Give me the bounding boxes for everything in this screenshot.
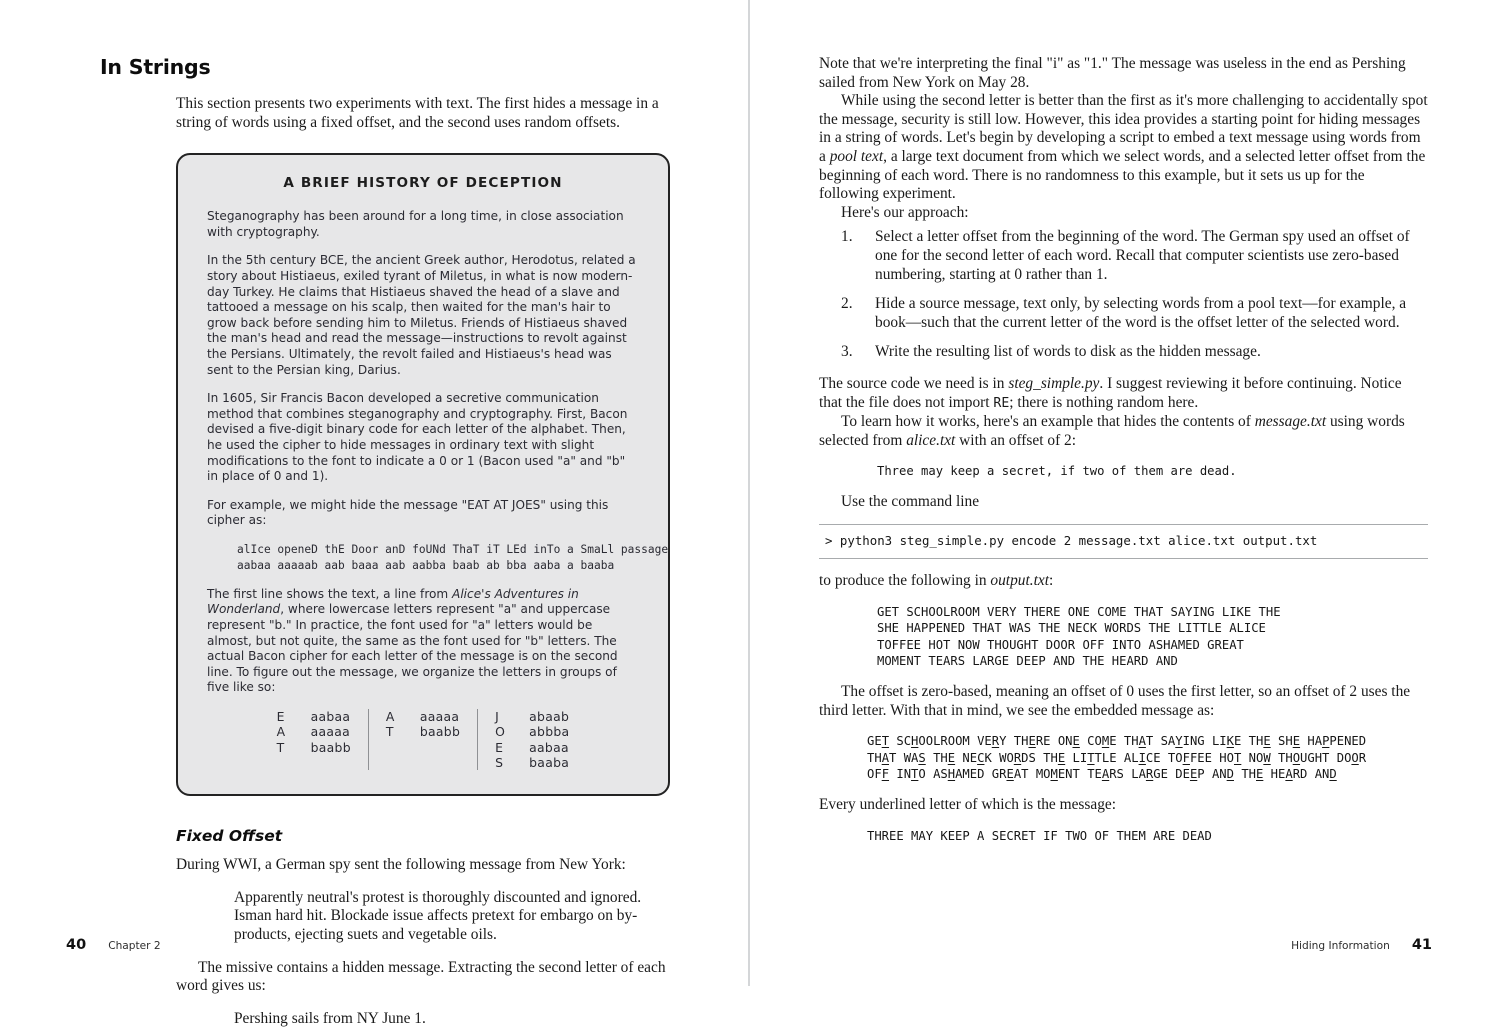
underlined-message-block [819, 733, 1428, 783]
right-paragraph-4 [819, 413, 1428, 450]
paragraph-3-part-1: The source code we need is in [819, 374, 1009, 392]
cipher-code: abbba [529, 724, 570, 740]
cipher-table [207, 709, 639, 770]
bacon-code-line-1: alIce openeD thE Door anD foUNd ThaT iT LEd inTo a SmaLl passage [237, 542, 669, 556]
footer-right [1291, 937, 1432, 953]
list-item-text: Select a letter offset from the beginning of the word. The German spy used an offset of one for the second letter of each word. Recall that computer scientists use zero-based numbering, starting at 0 rather than 1. [875, 228, 1410, 283]
paragraph-3-part-2: . I suggest reviewing it before continuing. Notice that the file does not import [819, 374, 1402, 411]
cipher-letter: A [385, 709, 395, 725]
right-paragraph-3 [819, 375, 1428, 413]
cipher-letter: A [276, 724, 286, 740]
right-paragraph-1: Note that we're interpreting the final "i" as "1." The message was useless in the end as Pershing sailed from New York on May 28. [819, 55, 1406, 91]
underlined-line: THAT WAS THE NECK WORDS THE LITTLE ALICE TOFFEE HOT NOW THOUGHT DOOR [867, 750, 1367, 765]
approach-lead: Here's our approach: [841, 203, 969, 221]
spy-message-quote: Apparently neutral's protest is thoroughly discounted and ignored. Isman hard hit. Blockade issue affects pretext for embargo on by-products, ejecting suets and vegetable oils. [234, 888, 642, 943]
extracted-message: Pershing sails from NY June 1. [234, 1009, 426, 1027]
cipher-code: baabb [419, 724, 461, 740]
section-heading-fixed-offset: Fixed Offset [176, 827, 283, 846]
intro-block [100, 95, 679, 132]
command-line-text: > python3 steg_simple.py encode 2 message.txt alice.txt output.txt [825, 533, 1318, 549]
cipher-row [386, 724, 460, 739]
produce-output-lead [819, 572, 1428, 591]
cipher-code: abaab [529, 709, 570, 725]
sidebar-paragraph-2: In the 5th century BCE, the ancient Greek author, Herodotus, related a story about Histiaeus, exiled tyrant of Miletus, in what is now modern-day Turkey. He claims that Histiaeus shaved the head of a slave and tattooed a message on his scalp, then waited for the man's hair to grow back before sending him to Miletus. Friends of Histiaeus shaved the man's head and read the message—instructions to revolt against the Persians. Ultimately, the revolt failed and Histiaeus's head was sent to the Persian king, Darius. [207, 253, 636, 377]
approach-list [819, 228, 1428, 362]
explanation-part-1: The first line shows the text, a line from [207, 586, 453, 601]
sidebar-explanation [207, 587, 639, 696]
cipher-column-at [368, 709, 477, 770]
underlined-line: OFF INTO ASHAMED GREAT MOMENT TEARS LARGE DEEP AND THE HEARD AND [867, 767, 1337, 782]
cipher-row [495, 755, 569, 770]
sidebar-box [176, 153, 670, 796]
cipher-column-joes [477, 709, 586, 770]
paragraph-3-part-3: ; there is nothing random here. [1009, 393, 1199, 411]
cipher-letter: T [276, 739, 285, 755]
sidebar-title: A BRIEF HISTORY OF DECEPTION [283, 175, 563, 192]
cipher-letter: T [385, 724, 394, 740]
output-text-block [819, 604, 1428, 670]
produce-part-1: to produce the following in [819, 572, 991, 590]
paragraph-4-part-1: To learn how it works, here's an example that hides the contents of [841, 413, 1255, 431]
output-line: SHE HAPPENED THAT WAS THE NECK WORDS THE LITTLE ALICE [877, 621, 1266, 636]
output-line: MOMENT TEARS LARGE DEEP AND THE HEARD AND [877, 654, 1178, 669]
cipher-letter: O [495, 724, 505, 740]
output-line: GET SCHOOLROOM VERY THERE ONE COME THAT SAYING LIKE THE [877, 604, 1281, 619]
every-underlined-lead: Every underlined letter of which is the message: [819, 796, 1117, 813]
cipher-row [386, 709, 460, 724]
alice-file-italic: alice.txt [906, 431, 956, 449]
cipher-code: aabaa [529, 739, 569, 755]
page-right [749, 0, 1498, 986]
page-gutter-line [748, 0, 750, 986]
list-item-text: Write the resulting list of words to disk as the hidden message. [875, 343, 1261, 361]
explanation-part-2: , where lowercase letters represent "a" and uppercase represent "b." In practice, the font used for "a" letters would be almost, but not quite, the same as the font used for "b" letters. The actual Bacon cipher for each letter of the message is on the second line. To figure out the message, we organize the letters in groups of five like so: [207, 602, 618, 695]
sidebar-paragraph-4: For example, we might hide the message "EAT AT JOES" using this cipher as: [207, 497, 609, 528]
underlined-line: GET SCHOOLROOM VERY THERE ONE COME THAT SAYING LIKE THE SHE HAPPENED [867, 734, 1367, 749]
script-filename-italic: steg_simple.py [1008, 374, 1100, 392]
cipher-letter: S [495, 754, 504, 770]
use-command-line-lead: Use the command line [841, 492, 980, 510]
sidebar-paragraph-3: In 1605, Sir Francis Bacon developed a secretive communication method that combines steganography and cryptography. First, Bacon devised a five-digit binary code for each letter of the alphabet. Then, he used the cipher to hide messages in ordinary text with slight modifications to the font to indicate a 0 or 1 (Bacon used "a" and "b" in place of 0 and 1). [207, 391, 628, 484]
page-number: 41 [1411, 937, 1432, 953]
bacon-code-line-2: aabaa aaaaab aab baaa aab aabba baab ab bba aaba a baaba [237, 558, 615, 572]
output-file-italic: output.txt [990, 572, 1049, 590]
cipher-letter: J [495, 709, 499, 725]
bacon-cipher-code-block [207, 542, 669, 574]
fixed-offset-section [100, 827, 679, 1028]
list-item [819, 228, 1428, 284]
cipher-code: aaaaa [310, 724, 351, 740]
command-line-block [819, 524, 1428, 559]
list-item-number: 3. [841, 343, 853, 361]
cipher-code: aabaa [310, 709, 351, 725]
cipher-row [277, 709, 351, 724]
cipher-letter: E [495, 739, 503, 755]
re-module-mono: RE [993, 395, 1010, 411]
pool-text-italic: pool text [829, 147, 884, 165]
intro-paragraph: This section presents two experiments with text. The first hides a message in a string of words using a fixed offset, and the second uses random offsets. [176, 95, 659, 131]
cipher-row [277, 740, 351, 755]
cipher-row [495, 709, 569, 724]
offset-explanation: The offset is zero-based, meaning an offset of 0 uses the first letter, so an offset of 2 uses the third letter. With that in mind, we see the embedded message as: [819, 683, 1411, 719]
paragraph-2-part-2: , a large text document from which we select words, and a selected letter offset from the beginning of each word. There is no randomness to this example, but it sets us up for the following experiment. [819, 147, 1426, 203]
list-item-number: 2. [841, 295, 853, 313]
cipher-column-eat [260, 709, 368, 770]
cipher-code: aaaaa [419, 709, 460, 725]
cipher-code: baaba [529, 754, 570, 770]
page-title: In Strings [100, 55, 211, 79]
cipher-row [495, 724, 569, 739]
running-head: Chapter 2 [108, 940, 161, 952]
sidebar-paragraph-1: Steganography has been around for a long time, in close association with cryptography. [207, 209, 624, 239]
cipher-row [277, 724, 351, 739]
running-head: Hiding Information [1291, 940, 1390, 952]
list-item [819, 295, 1428, 332]
fixed-offset-lead: During WWI, a German spy sent the following message from New York: [176, 856, 626, 874]
list-item-text: Hide a source message, text only, by selecting words from a pool text—for example, a book—such that the current letter of the word is the offset letter of the selected word. [875, 295, 1407, 331]
cipher-row [495, 740, 569, 755]
list-item-number: 1. [841, 228, 853, 246]
produce-part-2: : [1048, 572, 1054, 590]
message-file-italic: message.txt [1254, 413, 1327, 431]
page-left [0, 0, 749, 1027]
right-paragraph-2 [819, 92, 1428, 204]
footer-left [66, 937, 161, 953]
message-sample-line: Three may keep a secret, if two of them are dead. [877, 464, 1237, 479]
cipher-letter: E [276, 709, 285, 725]
final-hidden-message: THREE MAY KEEP A SECRET IF TWO OF THEM ARE DEAD [867, 828, 1212, 843]
paragraph-4-part-3: with an offset of 2: [955, 431, 1077, 449]
cipher-code: baabb [310, 739, 351, 755]
paragraph-4-part-2: using words selected from [819, 413, 1405, 449]
page-number: 40 [66, 937, 87, 953]
fixed-offset-after-quote: The missive contains a hidden message. Extracting the second letter of each word gives us: [176, 958, 666, 995]
paragraph-2-part-1: While using the second letter is better than the first as it's more challenging to accidentally spot the message, security is still low. However, this idea provides a starting point for hiding messages in a string of words. Let's begin by developing a script to embed a text message using words from a [819, 92, 1428, 165]
output-line: TOFFEE HOT NOW THOUGHT DOOR OFF INTO ASHAMED GREAT [877, 637, 1244, 652]
list-item [819, 343, 1428, 362]
book-title-italic: Alice's Adventures in Wonderland [207, 586, 579, 617]
